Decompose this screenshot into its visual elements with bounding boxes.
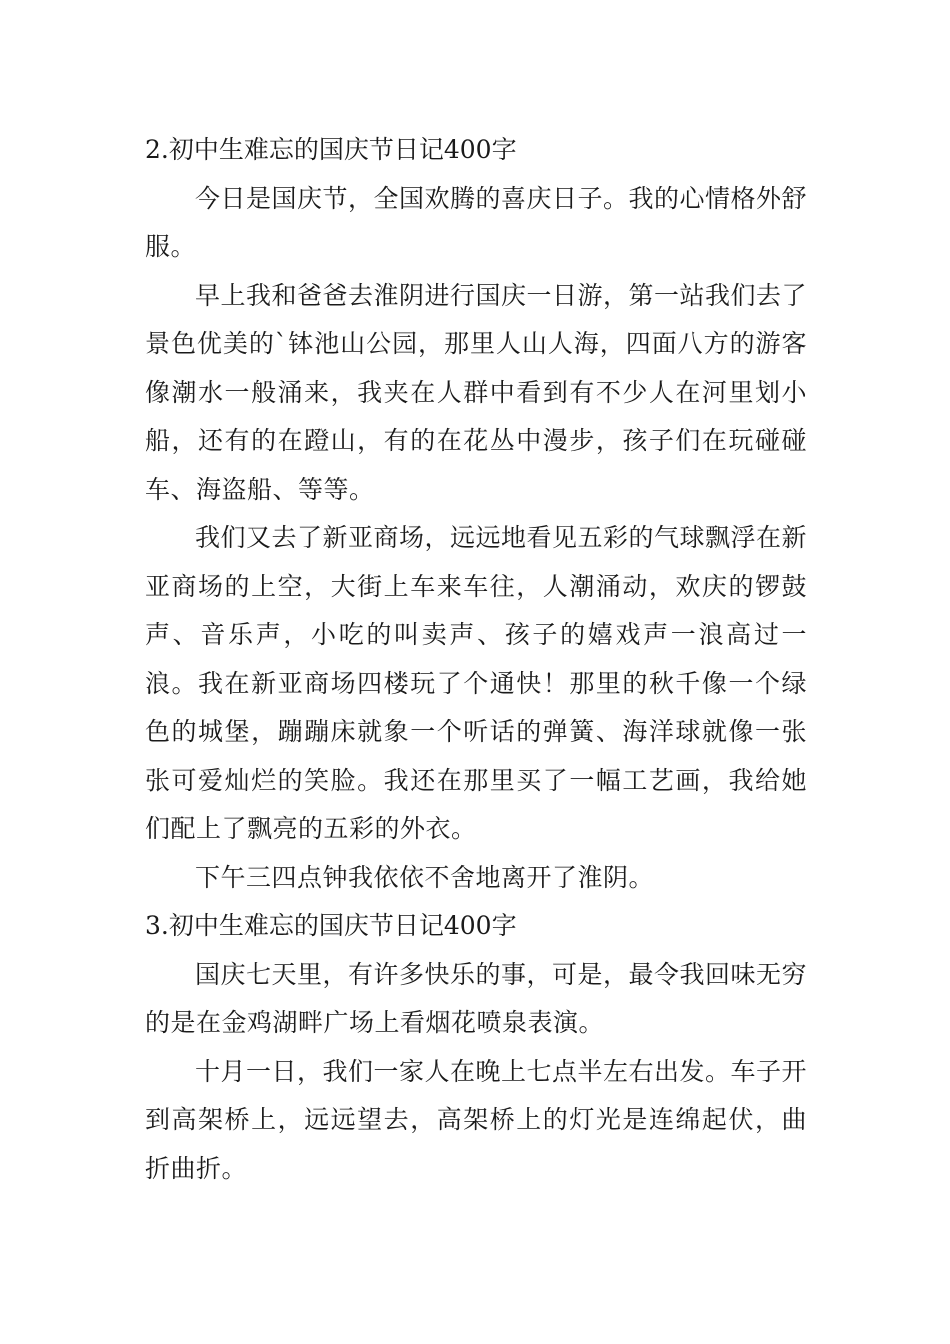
section-3 — [145, 902, 807, 1193]
document-body — [145, 126, 807, 1193]
section-heading: 2.初中生难忘的国庆节日记400字 — [145, 135, 517, 164]
paragraph: 我们又去了新亚商场，远远地看见五彩的气球飘浮在新亚商场的上空，大街上车来车往，人潮涌动，欢庆的锣鼓声、音乐声，小吃的叫卖声、孩子的嬉戏声一浪高过一浪。我在新亚商场四楼玩了个通快！那里的秋千像一个绿色的城堡，蹦蹦床就象一个听话的弹簧、海洋球就像一张张可爱灿烂的笑脸。我还在那里买了一幅工艺画，我给她们配上了飘亮的五彩的外衣。 — [145, 523, 808, 843]
paragraph: 早上我和爸爸去淮阴进行国庆一日游，第一站我们去了景色优美的`钵池山公园，那里人山人海，四面八方的游客像潮水一般涌来，我夹在人群中看到有不少人在河里划小船，还有的在蹬山，有的在花丛中漫步，孩子们在玩碰碰车、海盗船、等等。 — [145, 280, 808, 504]
section-2 — [145, 126, 807, 902]
section-heading: 3.初中生难忘的国庆节日记400字 — [145, 911, 517, 940]
paragraph: 国庆七天里，有许多快乐的事，可是，最令我回味无穷的是在金鸡湖畔广场上看烟花喷泉表演。 — [145, 959, 808, 1037]
paragraph: 今日是国庆节，全国欢腾的喜庆日子。我的心情格外舒服。 — [145, 183, 808, 261]
paragraph: 十月一日，我们一家人在晚上七点半左右出发。车子开到高架桥上，远远望去，高架桥上的灯光是连绵起伏，曲折曲折。 — [145, 1056, 808, 1183]
paragraph: 下午三四点钟我依依不舍地离开了淮阴。 — [195, 862, 655, 892]
